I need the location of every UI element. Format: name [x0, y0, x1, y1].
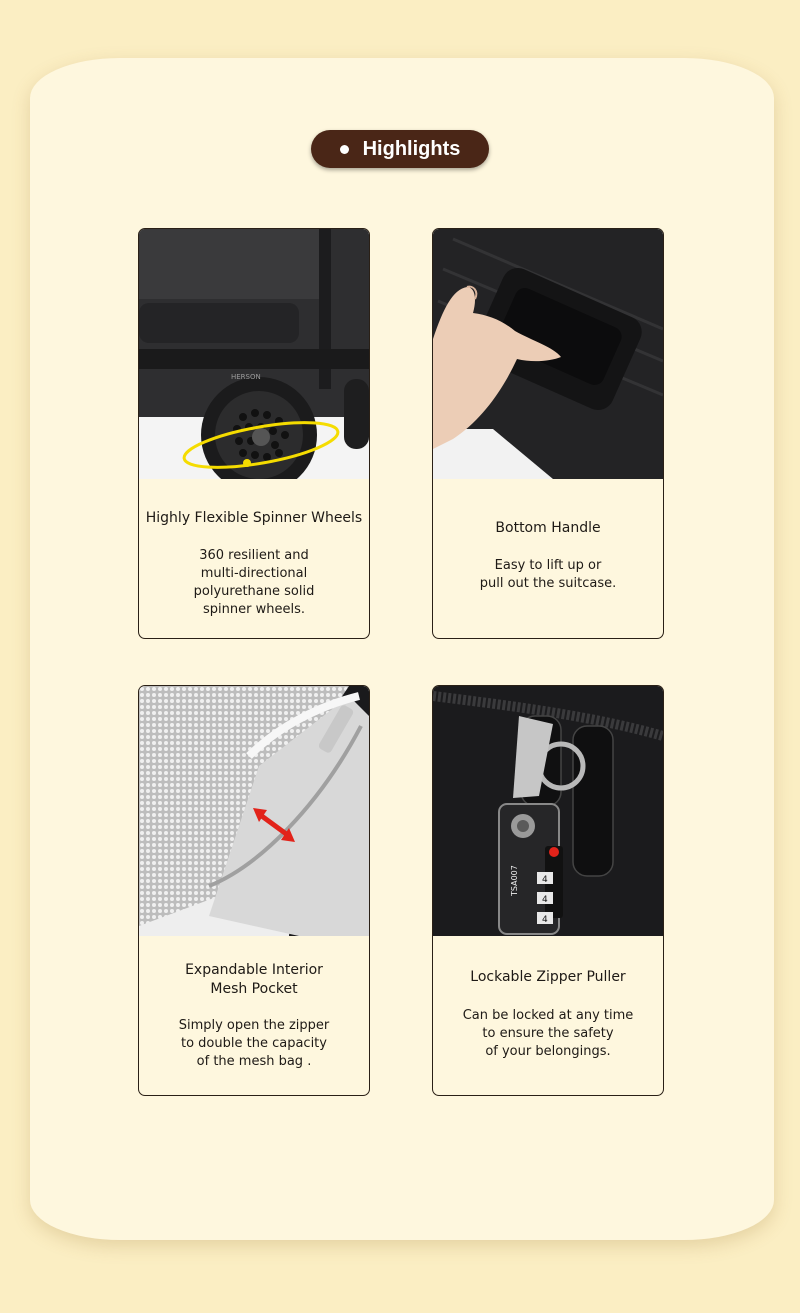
- feature-card-mesh-pocket: [138, 685, 370, 1096]
- lock-digit: 4: [542, 875, 548, 885]
- bottom-handle-photo: [433, 229, 663, 479]
- feature-card-zipper-lock: [432, 685, 664, 1096]
- feature-description: Can be locked at any time to ensure the safety of your belongings.: [462, 1008, 634, 1059]
- mesh-pocket-photo: [139, 686, 369, 936]
- feature-description: Simply open the zipper to double the capacity of the mesh bag .: [178, 1018, 330, 1069]
- lock-digit: 4: [542, 915, 548, 925]
- feature-title: Bottom Handle: [495, 520, 601, 536]
- feature-card-spinner-wheels: [138, 228, 370, 639]
- spinner-wheel-photo: [139, 229, 369, 479]
- feature-card-bottom-handle: [432, 228, 664, 639]
- bullet-icon: [340, 145, 349, 154]
- lock-brand-text: TSA007: [510, 865, 519, 896]
- highlights-heading-pill: [311, 130, 489, 168]
- feature-title: Expandable Interior Mesh Pocket: [185, 962, 323, 997]
- feature-title: Highly Flexible Spinner Wheels: [145, 510, 363, 526]
- zipper-lock-photo: [433, 686, 663, 936]
- feature-title: Lockable Zipper Puller: [470, 969, 626, 985]
- feature-description: 360 resilient and multi-directional polyurethane solid spinner wheels.: [193, 548, 315, 617]
- wheel-brand-text: HERSON: [231, 373, 261, 381]
- feature-description: Easy to lift up or pull out the suitcase.: [479, 558, 617, 591]
- highlights-heading: Highlights: [362, 137, 461, 160]
- lock-digit: 4: [542, 895, 548, 905]
